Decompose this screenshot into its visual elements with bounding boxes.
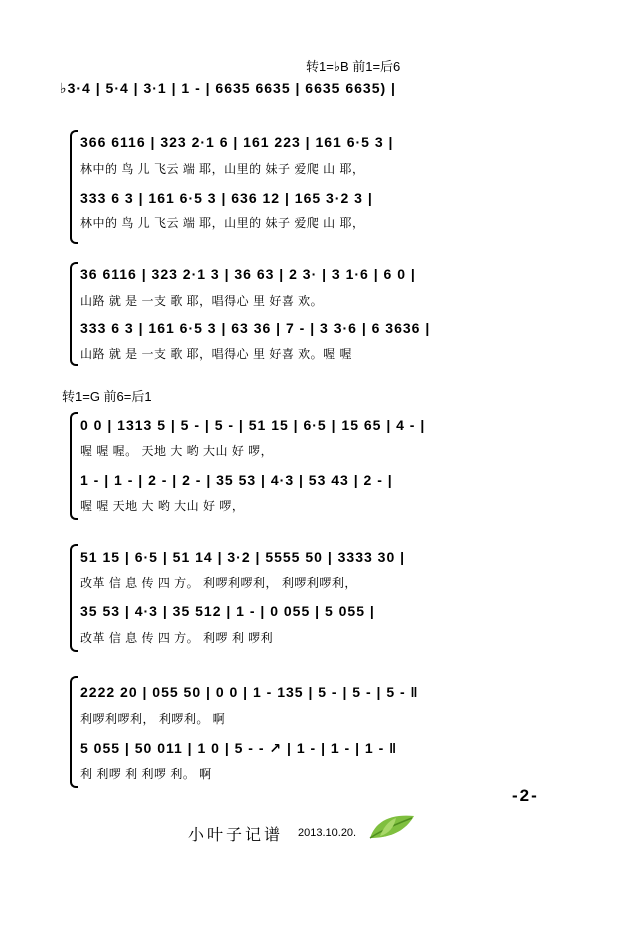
system-brace [70,676,78,788]
system-brace [70,544,78,652]
system-1-upper-notes: 366 6116 | 323 2·1 6 | 161 223 | 161 6·5 3 | [80,134,394,150]
system-4-lower-notes: 35 53 | 4·3 | 35 512 | 1 - | 0 055 | 5 055 | [80,603,375,619]
system-4-upper-lyrics: 改革 信 息 传 四 方。 利啰利啰利， 利啰利啰利， [80,576,357,590]
system-2-lower-notes: 333 6 3 | 161 6·5 3 | 63 36 | 7 - | 3 3·6 | 6 3636 | [80,320,431,336]
key-change-1: 转1=♭B 前1=后6 [306,59,401,74]
system-1-upper-lyrics: 林中的 鸟 儿 飞云 端 耶，山里的 妹子 爱爬 山 耶， [80,162,365,176]
system-5-upper-notes: 2222 20 | 055 50 | 0 0 | 1 - 135 | 5 - | 5 - | 5 - ‖ [80,684,419,700]
system-4-lower-lyrics: 改革 信 息 传 四 方。 利啰 利 啰利 [80,631,274,645]
system-brace [70,130,78,244]
system-2-lower-lyrics: 山路 就 是 一支 歌 耶，唱得心 里 好喜 欢。喔 喔 [80,347,353,361]
system-3-upper-notes: 0 0 | 1313 5 | 5 - | 5 - | 51 15 | 6·5 | 15 65 | 4 - | [80,417,426,433]
system-3-lower-lyrics: 喔 喔 天地 大 哟 大山 好 啰， [80,499,245,513]
intro-notes: 3·4 | 5·4 | 3·1 | 1 - | 6635 6635 | 6635 6635) | [67,80,396,96]
system-2-upper-notes: 36 6116 | 323 2·1 3 | 36 63 | 2 3· | 3 1·6 | 6 0 | [80,266,416,282]
page-number: -2- [512,786,539,805]
signature: 小叶子记谱 [188,825,284,844]
flat-sign: ♭ [60,80,68,96]
leaf-icon [366,808,418,842]
system-brace [70,262,78,366]
system-4-upper-notes: 51 15 | 6·5 | 51 14 | 3·2 | 5555 50 | 3333 30 | [80,549,406,565]
system-5-lower-notes: 5 055 | 50 011 | 1 0 | 5 - - ↗ | 1 - | 1 - | 1 - ‖ [80,740,398,756]
system-3-lower-notes: 1 - | 1 - | 2 - | 2 - | 35 53 | 4·3 | 53 43 | 2 - | [80,472,393,488]
system-5-upper-lyrics: 利啰利啰利， 利啰利。 啊 [80,712,226,726]
system-1-lower-lyrics: 林中的 鸟 儿 飞云 端 耶，山里的 妹子 爱爬 山 耶， [80,216,365,230]
intro-line [60,80,396,97]
date: 2013.10.20. [298,827,357,839]
system-5-lower-lyrics: 利 利啰 利 利啰 利。 啊 [80,767,212,781]
system-3-upper-lyrics: 喔 喔 喔。 天地 大 哟 大山 好 啰， [80,444,274,458]
system-2-upper-lyrics: 山路 就 是 一支 歌 耶，唱得心 里 好喜 欢。 [80,294,324,308]
key-change-2: 转1=G 前6=后1 [62,389,152,404]
system-1-lower-notes: 333 6 3 | 161 6·5 3 | 636 12 | 165 3·2 3 | [80,190,373,206]
system-brace [70,412,78,520]
